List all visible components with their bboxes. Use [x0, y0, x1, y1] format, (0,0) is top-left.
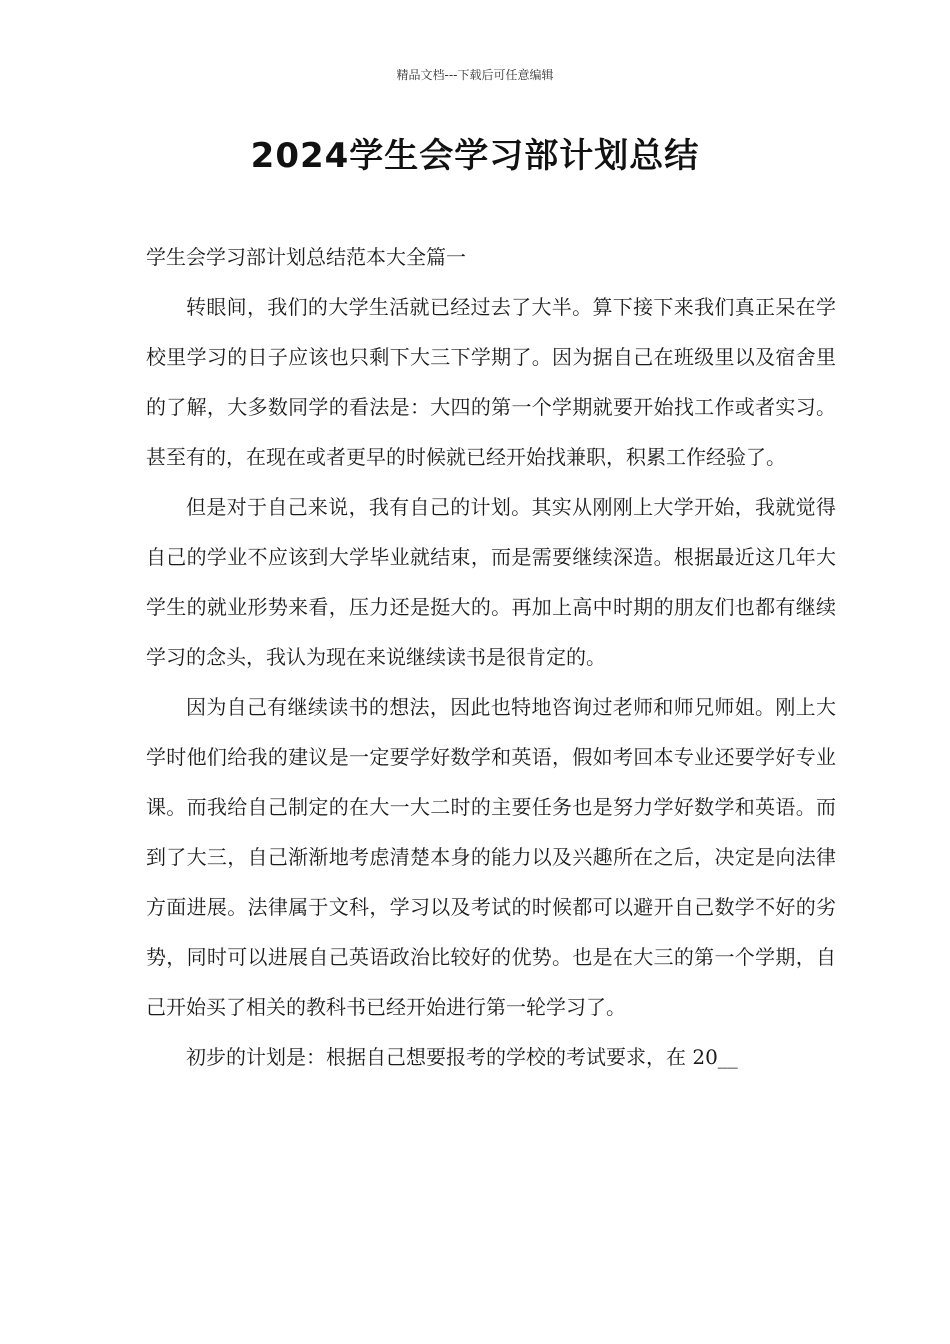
section-subtitle: 学生会学习部计划总结范本大全篇一	[146, 245, 466, 269]
document-title: 2024学生会学习部计划总结	[250, 136, 700, 176]
paragraph-4: 初步的计划是：根据自己想要报考的学校的考试要求，在 20__	[186, 1045, 738, 1069]
header-note: 精品文档---下载后可任意编辑	[396, 68, 554, 82]
paragraph-1: 转眼间，我们的大学生活就已经过去了大半。算下接下来我们真正呆在学校里学习的日子应该也只剩下大三下学期了。因为据自己在班级里以及宿舍里的了解，大多数同学的看法是：大四的第一个学期就要开始找工作或者实习。甚至有的，在现在或者更早的时候就已经开始找兼职，积累工作经验了。	[146, 295, 836, 469]
document-body	[146, 232, 836, 1082]
paragraph-3: 因为自己有继续读书的想法，因此也特地咨询过老师和师兄师姐。刚上大学时他们给我的建议是一定要学好数学和英语，假如考回本专业还要学好专业课。而我给自己制定的在大一大二时的主要任务也是努力学好数学和英语。而到了大三，自己渐渐地考虑清楚本身的能力以及兴趣所在之后，决定是向法律方面进展。法律属于文科，学习以及考试的时候都可以避开自己数学不好的劣势，同时可以进展自己英语政治比较好的优势。也是在大三的第一个学期，自己开始买了相关的教科书已经开始进行第一轮学习了。	[146, 695, 836, 1019]
paragraph-2: 但是对于自己来说，我有自己的计划。其实从刚刚上大学开始，我就觉得自己的学业不应该到大学毕业就结束，而是需要继续深造。根据最近这几年大学生的就业形势来看，压力还是挺大的。再加上高中时期的朋友们也都有继续学习的念头，我认为现在来说继续读书是很肯定的。	[146, 495, 836, 669]
